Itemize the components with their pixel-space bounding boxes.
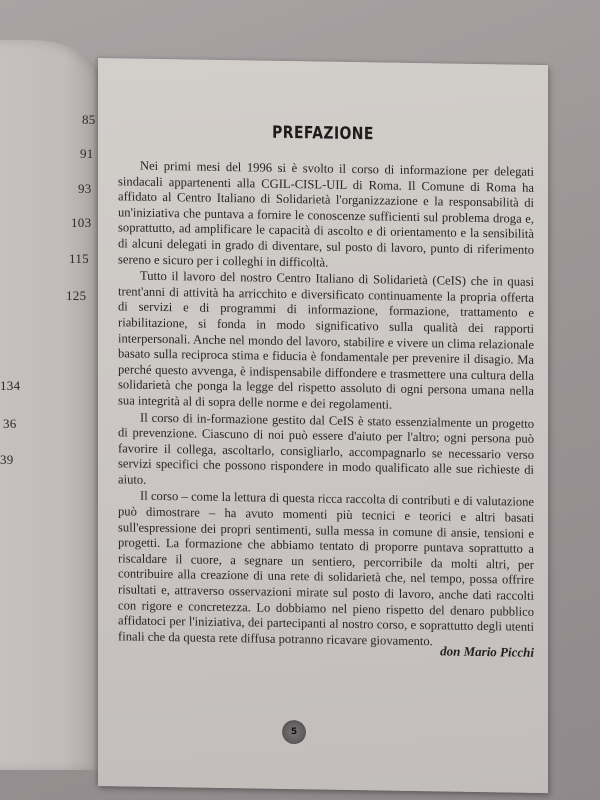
signature: don Mario Picchi bbox=[440, 643, 534, 660]
left-page bbox=[0, 40, 100, 770]
toc-page-number: 85 bbox=[82, 112, 96, 127]
toc-page-number: 134 bbox=[0, 378, 21, 393]
toc-page-number: 91 bbox=[80, 146, 94, 161]
preface-body bbox=[118, 158, 534, 652]
toc-page-number: 93 bbox=[78, 181, 92, 196]
paragraph: Il corso di in-formazione gestito dal CeIS è stato essenzialmente un progetto di prevenzione. Ciascuno di noi può essere d'aiuto per l'altro; ogni persona può favorire il collega, ascoltarlo, consigliarlo, accompagnarlo se necessario verso servizi specifici che possono rispondere in modo qualificato alle sue richieste di aiuto. bbox=[118, 410, 534, 487]
page-number: 5 bbox=[290, 727, 298, 738]
toc-page-number: 103 bbox=[71, 215, 92, 230]
page-title: PREFAZIONE bbox=[272, 122, 374, 145]
toc-page-number: 115 bbox=[69, 251, 89, 266]
right-page bbox=[98, 58, 548, 793]
toc-page-number: 125 bbox=[66, 288, 87, 303]
paragraph: Tutto il lavoro del nostro Centro Italiano di Solidarietà (CeIS) che in quasi trent'anni di attività ha arricchito e diversificato continuamente la propria offerta di servizi e di programmi di informazione, formazione, trattamento e riabilitazione, si fonda in modo significativo sulla qualità dei rapporti interpersonali. Anche nel mondo del lavoro, stabilire e vivere un clima relazionale basato sulla reciproca stima e fiducia è fondamentale per prevenire il disagio. Ma perché questo avvenga, è indispensabile diffondere e trasmettere una cultura della solidarietà che ponga la legge del rispetto assoluto di ogni persona umana nella sua integrità al di sopra delle norme e dei regolamenti. bbox=[118, 268, 534, 412]
paragraph: Il corso – come la lettura di questa ricca raccolta di contributi e di valutazione può dimostrare – ha avuto momenti più tecnici e teorici e altri basati sull'espressione dei propri sentimenti, sulla messa in comune di ansie, tensioni e progetti. La formazione che abbiamo tentato di proporre puntava soprattutto a riscaldare il cuore, a segnare un sentiero, percorribile da molti altri, per contribuire alla creazione di una rete di solidarietà che, nel tempo, possa offrire risultati e, attraverso osservazioni mirate sul posto di lavoro, anche dati raccolti con rigore e concretezza. Lo dobbiamo nel pieno rispetto del denaro pubblico affidatoci per l'iniziativa, dei partecipanti al nostro corso, e soprattutto degli utenti finali che da questa rete diffusa potranno ricavare giovamento. bbox=[118, 489, 534, 649]
toc-page-number: 39 bbox=[0, 452, 14, 467]
toc-page-number: 36 bbox=[3, 416, 17, 431]
page-number-badge bbox=[282, 720, 306, 744]
paragraph: Nei primi mesi del 1996 si è svolto il corso di informazione per delegati sindacali appartenenti alla CGIL-CISL-UIL di Roma. Il Comune di Roma ha affidato al Centro Italiano di Solidarietà l'organizzazione e la responsabilità di un'iniziativa che puntava a fornire le conoscenze sufficienti sul problema droga e, soprattutto, ad amplificare le capacità di ascolto e di orientamento e la sensibilità di alcuni delegati in grado di diventare, sul posto di lavoro, punto di riferimento sereno e sicuro per i colleghi in difficoltà. bbox=[118, 158, 534, 270]
